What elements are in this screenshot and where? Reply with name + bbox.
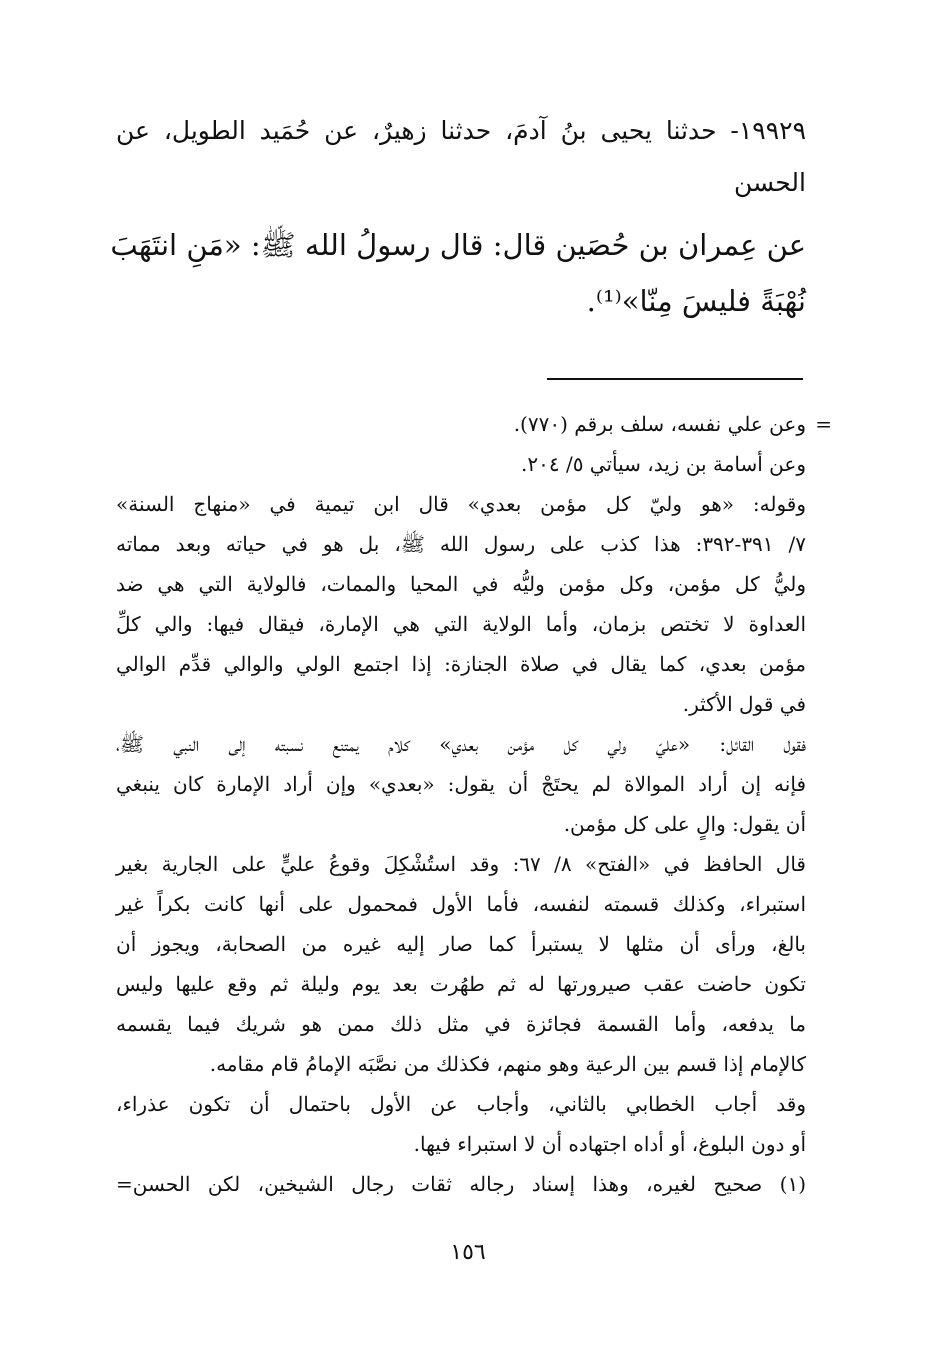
footnote-line [116,412,832,436]
footnote-line: كالإمام إذا قسم بين الرعية وهو منهم، فكذلك من نصَّبَه الإمامُ قام مقامه. [209,1052,806,1076]
footnote-line: ٧/ ٣٩١-٣٩٢: هذا كذب على رسول الله ﷺ، بل هو في حياته وبعد مماته [116,532,806,556]
footnote-line: وليُّ كل مؤمن، وكل مؤمن وليُّه في المحيا والممات، فالولاية التي هي ضد [116,572,806,596]
footnote-line: أو دون البلوغ، أو أداه اجتهاده أن لا استبراء فيها. [413,1132,806,1156]
hadith-line-4: نُهْبَةً فليسَ مِنّا»⁽¹⁾. [586,284,806,318]
footnote-line-text: وعن علي نفسه، سلف برقم (٧٧٠). [513,412,806,436]
footnote-line: فقول القائل: «عليّ ولي كل مؤمن بعدي» كلام يمتنع نسبته إلى النبي ﷺ، [116,732,806,756]
footnote-line: في قول الأكثر. [682,692,806,716]
hadith-line-3: عن عِمران بن حُصَين قال: قال رسولُ الله ﷺ: «مَنِ انتَهَبَ [110,228,806,262]
footnote-line: (١) صحيح لغيره، وهذا إسناد رجاله ثقات رجال الشيخين، لكن الحسن= [116,1172,806,1196]
footnote-line: وعن أسامة بن زيد، سيأتي ٥/ ٢٠٤. [521,452,806,476]
footnote-line: وقوله: «هو وليّ كل مؤمن بعدي» قال ابن تيمية في «منهاج السنة» [116,492,806,516]
footnote-line: تكون حاضت عقب صيرورتها له ثم طهُرت بعد يوم وليلة ثم وقع عليها وليس [116,972,806,996]
footnote-line: قال الحافظ في «الفتح» ٨/ ٦٧: وقد استُشْكِلَ وقوعُ عليٍّ على الجارية بغير [116,852,806,876]
footnote-line: أن يقول: والٍ على كل مؤمن. [563,812,806,836]
footnote-line: ما يدفعه، وأما القسمة فجائزة في مثل ذلك ممن هو شريك فيما يقسمه [116,1012,806,1036]
footnote-line: مؤمن بعدي، كما يقال في صلاة الجنازة: إذا اجتمع الولي والوالي قدِّم الوالي [116,652,806,676]
continuation-mark: = [815,412,832,436]
footnote-line: استبراء، وكذلك قسمته لنفسه، فأما الأول فمحمول على أنها كانت بكراً غير [116,892,806,916]
hadith-line-1: ١٩٩٢٩- حدثنا يحيى بنُ آدمَ، حدثنا زهيرٌ، عن حُمَيد الطويل، عن [116,116,806,145]
footnote-line: فإنه إن أراد الموالاة لم يحتَجْ أن يقول: «بعدي» وإن أراد الإمارة كان ينبغي [116,772,806,796]
footnote-separator [547,378,803,380]
footnote-line: بالغ، ورأى أن مثلها لا يستبرأ كما صار إليه غيره من الصحابة، ويجوز أن [116,932,806,956]
page-number: ١٥٦ [450,1240,486,1265]
hadith-line-2: الحسن [733,168,806,197]
footnote-line: وقد أجاب الخطابي بالثاني، وأجاب عن الأول باحتمال أن تكون عذراء، [116,1092,806,1116]
footnote-line: العداوة لا تختص بزمان، وأما الولاية التي هي الإمارة، فيقال فيها: والي كلِّ [116,612,806,636]
